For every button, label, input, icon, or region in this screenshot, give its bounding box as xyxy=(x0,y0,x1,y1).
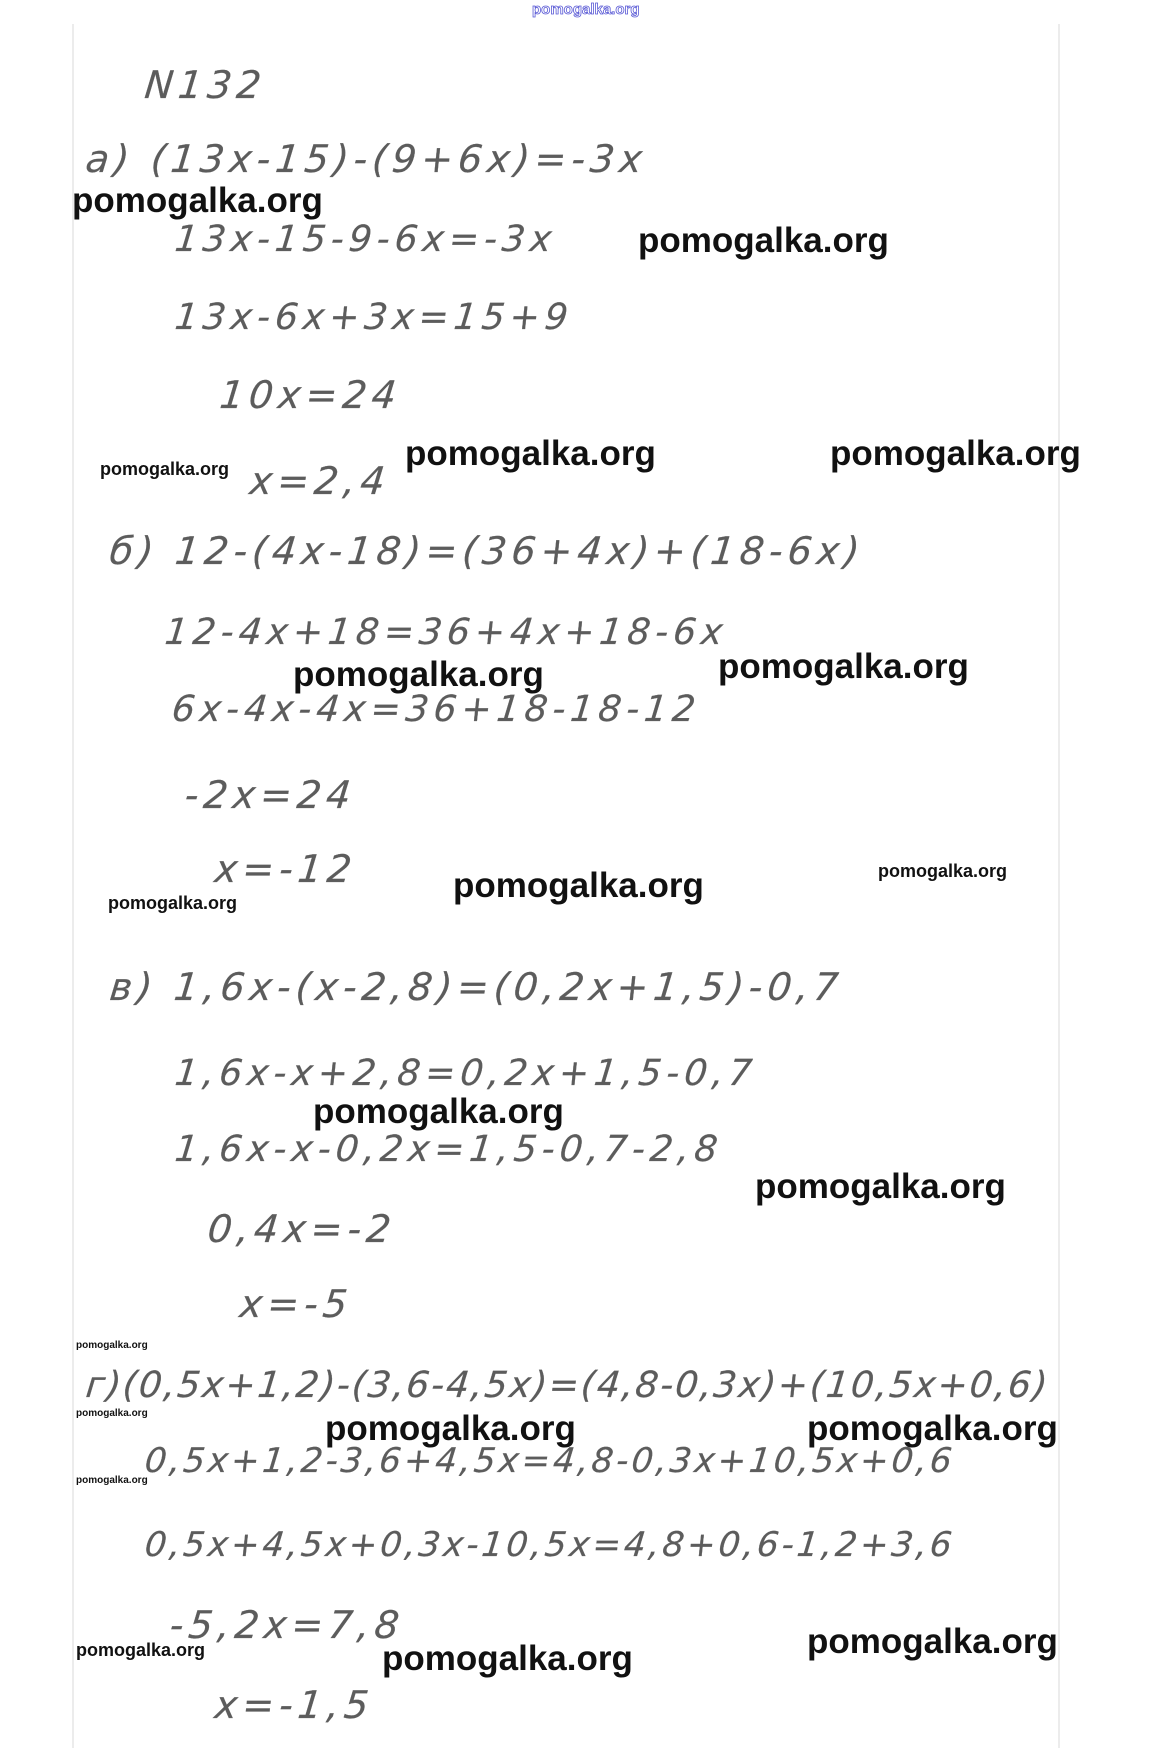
part-g-step-3: -5,2x=7,8 xyxy=(167,1603,407,1647)
header-watermark: pomogalka.org xyxy=(532,1,640,18)
watermark: pomogalka.org xyxy=(638,221,889,260)
part-b-answer: x=-12 xyxy=(212,847,359,891)
part-g-step-1: 0,5x+1,2-3,6+4,5x=4,8-0,3x+10,5x+0,6 xyxy=(142,1441,957,1481)
part-v-step-1: 1,6x-x+2,8=0,2x+1,5-0,7 xyxy=(172,1053,759,1094)
watermark: pomogalka.org xyxy=(100,459,230,479)
watermark: pomogalka.org xyxy=(293,655,544,694)
watermark: pomogalka.org xyxy=(453,866,704,905)
watermark: pomogalka.org xyxy=(755,1167,1006,1206)
watermark: pomogalka.org xyxy=(72,181,323,220)
watermark: pomogalka.org xyxy=(325,1409,576,1448)
part-a-equation: а) (13x-15)-(9+6x)=-3x xyxy=(83,137,650,181)
part-b-step-2: 6x-4x-4x=36+18-18-12 xyxy=(169,689,703,730)
watermark: pomogalka.org xyxy=(718,647,969,686)
part-g-step-2: 0,5x+4,5x+0,3x-10,5x=4,8+0,6-1,2+3,6 xyxy=(142,1525,957,1565)
part-a-answer: x=2,4 xyxy=(247,459,393,503)
part-v-step-2: 1,6x-x-0,2x=1,5-0,7-2,8 xyxy=(172,1129,725,1170)
right-margin-line xyxy=(1058,24,1060,1748)
watermark: pomogalka.org xyxy=(405,434,656,473)
watermark: pomogalka.org xyxy=(807,1409,1058,1448)
watermark: pomogalka.org xyxy=(76,1475,148,1486)
watermark: pomogalka.org xyxy=(76,1408,148,1419)
watermark: pomogalka.org xyxy=(830,434,1081,473)
part-v-answer: x=-5 xyxy=(237,1282,355,1326)
watermark: pomogalka.org xyxy=(108,893,238,913)
watermark: pomogalka.org xyxy=(76,1340,148,1351)
watermark: pomogalka.org xyxy=(76,1640,206,1660)
watermark: pomogalka.org xyxy=(878,861,1008,881)
part-b-step-1: 12-4x+18=36+4x+18-6x xyxy=(162,612,730,653)
part-g-answer: x=-1,5 xyxy=(212,1683,376,1727)
part-a-step-1: 13x-15-9-6x=-3x xyxy=(172,219,559,260)
part-g-equation: г)(0,5x+1,2)-(3,6-4,5x)=(4,8-0,3x)+(10,5x+0,6) xyxy=(83,1365,1052,1406)
part-v-equation: в) 1,6x-(x-2,8)=(0,2x+1,5)-0,7 xyxy=(107,965,846,1009)
watermark: pomogalka.org xyxy=(807,1622,1058,1661)
part-b-equation: б) 12-(4x-18)=(36+4x)+(18-6x) xyxy=(107,529,867,573)
part-b-step-3: -2x=24 xyxy=(182,773,358,817)
part-a-step-2: 13x-6x+3x=15+9 xyxy=(172,297,575,338)
left-margin-line xyxy=(72,24,74,1748)
watermark: pomogalka.org xyxy=(382,1639,633,1678)
problem-number: N132 xyxy=(142,63,269,107)
part-a-step-3: 10x=24 xyxy=(217,373,404,417)
part-v-step-3: 0,4x=-2 xyxy=(205,1207,398,1251)
watermark: pomogalka.org xyxy=(313,1092,564,1131)
